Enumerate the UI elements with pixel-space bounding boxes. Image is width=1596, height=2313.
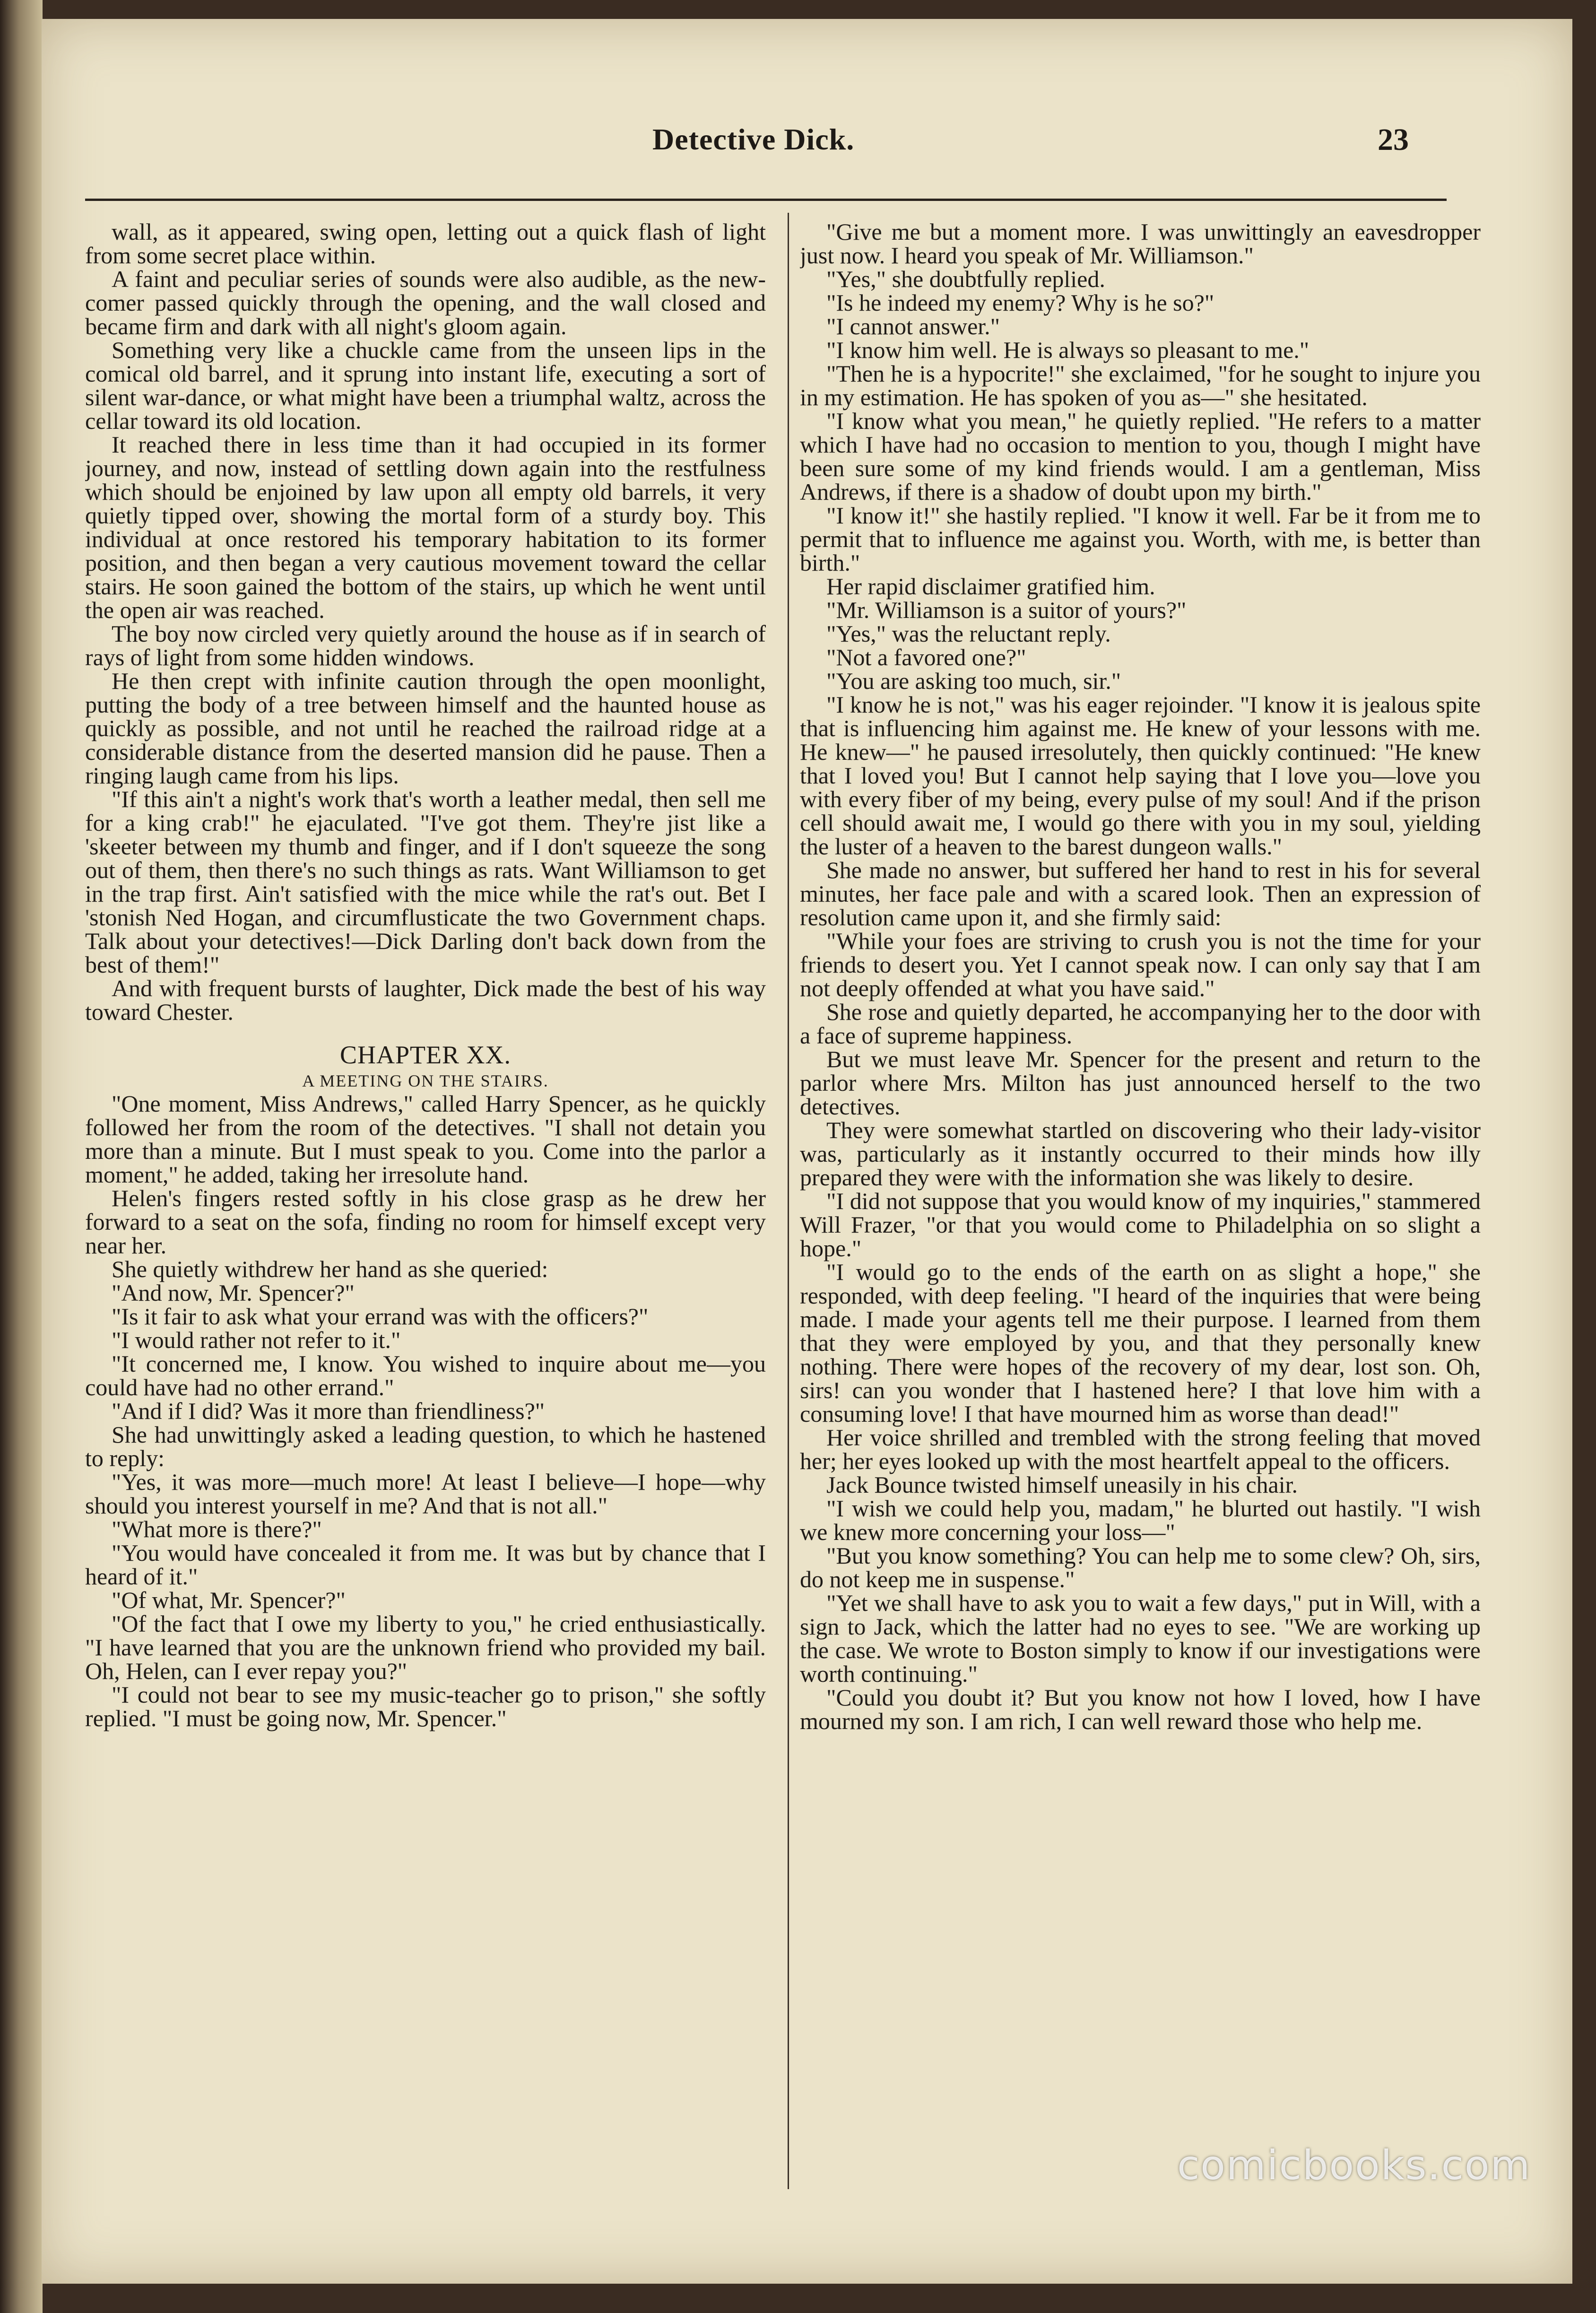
paragraph: The boy now circled very quietly around the house as if in search of rays of light from some hidden windows. <box>85 620 766 670</box>
paragraph: "I know what you mean," he quietly replied. "He refers to a matter which I have had no occasion to mention to you, though I might have been sure some of my kind friends would. I am a gentleman, Miss Andrews, if there is a shadow of doubt upon my birth." <box>800 408 1481 505</box>
left-column <box>85 220 766 2206</box>
paragraph: And with frequent bursts of laughter, Dick made the best of his way toward Chester. <box>85 975 766 1025</box>
paragraph: "Yet we shall have to ask you to wait a few days," put in Will, with a sign to Jack, which the latter had no eyes to see. "We are working up the case. We wrote to Boston simply to know if our investigations were worth continuing." <box>800 1590 1481 1687</box>
paragraph: She rose and quietly departed, he accompanying her to the door with a face of supreme happiness. <box>800 999 1481 1049</box>
left-column-text-after-chapter <box>85 1092 766 1730</box>
right-column-text <box>800 220 1481 1733</box>
paragraph: "One moment, Miss Andrews," called Harry Spencer, as he quickly followed her from the room of the detectives. "I shall not detain you more than a minute. But I must speak to you. Come into the parlor a moment," he added, taking her irresolute hand. <box>85 1090 766 1188</box>
paragraph: "Yes," was the reluctant reply. <box>826 620 1111 647</box>
paragraph: "Is he indeed my enemy? Why is he so?" <box>826 289 1214 316</box>
paragraph: Something very like a chuckle came from the unseen lips in the comical old barrel, and it sprung into instant life, executing a sort of silent war-dance, or what might have been a triumphal waltz, across the cellar toward its old location. <box>85 337 766 434</box>
paragraph: "I would rather not refer to it." <box>112 1327 401 1353</box>
paragraph: "Then he is a hypocrite!" she exclaimed, "for he sought to injure you in my estimation. He has spoken of you as—" she hesitated. <box>800 360 1481 410</box>
chapter-subtitle: A MEETING ON THE STAIRS. <box>302 1071 549 1090</box>
paragraph: "Yes," she doubtfully replied. <box>826 266 1105 292</box>
paragraph: "You are asking too much, sir." <box>826 668 1121 694</box>
left-column-text-before-chapter <box>85 220 766 1024</box>
paragraph: "I could not bear to see my music-teacher go to prison," she softly replied. "I must be going now, Mr. Spencer." <box>85 1681 766 1731</box>
paragraph: Jack Bounce twisted himself uneasily in his chair. <box>826 1471 1298 1498</box>
paragraph: "Give me but a moment more. I was unwittingly an eavesdropper just now. I heard you speak of Mr. Williamson." <box>800 220 1481 269</box>
paragraph: "I would go to the ends of the earth on as slight a hope," she responded, with deep feeling. "I heard of the inquiries that were being made. I made your agents tell me their purpose. I learned from them that they were employed by you, and that they personally knew nothing. There were hopes of the recovery of my dear, lost son. Oh, sirs! can you wonder that I hastened here? I that love him with a consuming love! I that have mourned him as worse than dead!" <box>800 1259 1481 1427</box>
paragraph: "I know he is not," was his eager rejoinder. "I know it is jealous spite that is influencing him against me. He knew of your lessons with me. He knew—" he paused irresolutely, then quickly continued: "He knew that I loved you! But I cannot help saying that I love you—love you with every fiber of my being, every pulse of my soul! And if the prison cell should await me, I would go there with you in my soul, yielding the luster of a heaven to the barest dungeon walls." <box>800 691 1481 860</box>
paragraph: She made no answer, but suffered her hand to rest in his for several minutes, her face pale and with a scared look. Then an expression of resolution came upon it, and she firmly said: <box>800 857 1481 930</box>
paragraph: She quietly withdrew her hand as she queried: <box>112 1256 548 1282</box>
paragraph: "You would have concealed it from me. It was but by chance that I heard of it." <box>85 1539 766 1590</box>
paragraph: "Of the fact that I owe my liberty to you," he cried enthusiastically. "I have learned that you are the unknown friend who provided my bail. Oh, Helen, can I ever repay you?" <box>85 1610 766 1684</box>
paragraph: "But you know something? You can help me to some clew? Oh, sirs, do not keep me in suspense." <box>800 1542 1481 1592</box>
page-number: 23 <box>1378 122 1409 157</box>
header-rule <box>85 199 1447 201</box>
paragraph: "What more is there?" <box>112 1516 322 1542</box>
running-title: Detective Dick. <box>652 122 855 156</box>
page-header <box>85 122 1409 174</box>
paragraph: "And if I did? Was it more than friendliness?" <box>112 1398 545 1424</box>
paragraph: "Of what, Mr. Spencer?" <box>112 1587 346 1613</box>
paragraph: "Yes, it was more—much more! At least I believe—I hope—why should you interest yourself in me? And that is not all." <box>85 1469 766 1519</box>
paragraph: "Mr. Williamson is a suitor of yours?" <box>826 597 1187 623</box>
watermark: comicbooks.com <box>1177 2142 1531 2189</box>
paragraph: But we must leave Mr. Spencer for the present and return to the parlor where Mrs. Milton has just announced herself to the two detectives. <box>800 1046 1481 1120</box>
paragraph: "I know it!" she hastily replied. "I know it well. Far be it from me to permit that to influence me against you. Worth, with me, is better than birth." <box>800 502 1481 576</box>
chapter-heading: CHAPTER XX. <box>339 1041 512 1069</box>
paragraph: "I did not suppose that you would know of my inquiries," stammered Will Frazer, "or that you would come to Philadelphia on so slight a hope." <box>800 1188 1481 1261</box>
paragraph: "I wish we could help you, madam," he blurted out hastily. "I wish we knew more concerning your loss—" <box>800 1495 1481 1545</box>
paragraph: They were somewhat startled on discovering who their lady-visitor was, particularly as it instantly occurred to their minds how illy prepared they were with the information she was likely to desire. <box>800 1117 1481 1191</box>
column-divider <box>788 213 789 2189</box>
paragraph: Her rapid disclaimer gratified him. <box>826 573 1155 600</box>
paragraph: "If this ain't a night's work that's worth a leather medal, then sell me for a king crab!" he ejaculated. "I've got them. They're jist like a 'skeeter between my thumb and finger, and if I don't squeeze the song out of them, then there's no such things as rats. Want Williamson to get in the trap first. Ain't satisfied with the mice while the rat's out. Bet I 'stonish Ned Hogan, and circumflusticate the two Government chaps. Talk about your detectives!—Dick Darling don't back down from the best of them!" <box>85 786 766 978</box>
paragraph: Her voice shrilled and trembled with the strong feeling that moved her; her eyes looked up with the most heartfelt appeal to the officers. <box>800 1424 1481 1474</box>
paragraph: "And now, Mr. Spencer?" <box>112 1279 355 1306</box>
paragraph: "Is it fair to ask what your errand was with the officers?" <box>112 1303 649 1330</box>
right-column <box>800 220 1481 2206</box>
paragraph: "It concerned me, I know. You wished to inquire about me—you could have had no other errand." <box>85 1350 766 1400</box>
paragraph: She had unwittingly asked a leading question, to which he hastened to reply: <box>85 1421 766 1471</box>
paragraph: Helen's fingers rested softly in his close grasp as he drew her forward to a seat on the sofa, finding no room for himself except very near her. <box>85 1185 766 1259</box>
paragraph: "Could you doubt it? But you know not how I loved, how I have mourned my son. I am rich, I can well reward those who help me. <box>800 1684 1481 1734</box>
paragraph: It reached there in less time than it had occupied in its former journey, and now, instead of settling down again into the restfulness which should be enjoined by law upon all empty old barrels, it very quietly tipped over, showing the mortal form of a sturdy boy. This individual at once restored his temporary habitation to its former position, and then began a very cautious movement toward the cellar stairs. He soon gained the bottom of the stairs, up which he went until the open air was reached. <box>85 431 766 623</box>
paragraph: "While your foes are striving to crush you is not the time for your friends to desert you. Yet I cannot speak now. I can only say that I am not deeply offended at what you have said." <box>800 928 1481 1001</box>
paragraph: "I know him well. He is always so pleasant to me." <box>826 337 1310 363</box>
paragraph: "Not a favored one?" <box>826 644 1026 670</box>
book-spine <box>0 0 43 2313</box>
paragraph: A faint and peculiar series of sounds were also audible, as the new-comer passed quickly through the opening, and the wall closed and became firm and dark with all night's gloom again. <box>85 266 766 339</box>
paragraph: "I cannot answer." <box>826 313 1000 339</box>
paragraph: He then crept with infinite caution through the open moonlight, putting the body of a tree between himself and the haunted house as quickly as possible, and not until he reached the railroad ridge at a considerable distance from the deserted mansion did he pause. Then a ringing laugh came from his lips. <box>85 668 766 789</box>
paragraph: wall, as it appeared, swing open, letting out a quick flash of light from some secret place within. <box>85 220 766 269</box>
